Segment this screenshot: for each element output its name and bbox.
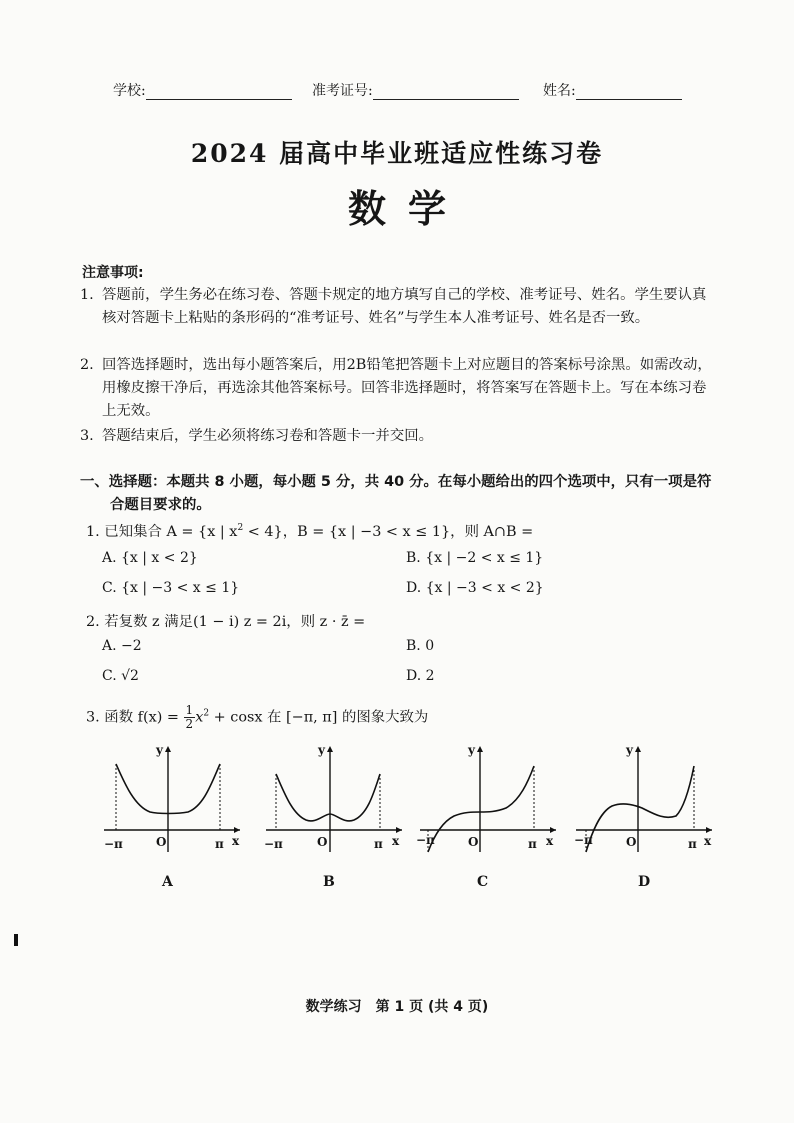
q2-option-c[interactable]: C. √2 [102, 668, 139, 684]
q2-option-b[interactable]: B. 0 [406, 638, 435, 654]
y-label: y [468, 743, 475, 757]
y-label: y [318, 743, 325, 757]
x-axis-arrow [706, 827, 712, 833]
y-label: y [626, 743, 633, 757]
curve [428, 766, 534, 852]
x-axis-arrow [396, 827, 402, 833]
question-1-stem [86, 520, 533, 541]
graph-option-a[interactable] [100, 742, 245, 854]
origin-label: O [468, 835, 479, 849]
q3-fraction-denominator: 2 [185, 717, 194, 731]
graph-option-d[interactable] [572, 742, 717, 854]
q2-option-d[interactable]: D. 2 [406, 668, 435, 684]
q1-option-b[interactable]: B. {x | −2 < x ≤ 1} [406, 550, 544, 566]
y-axis-arrow [477, 746, 483, 752]
name-field [543, 80, 682, 100]
section-1-heading [80, 471, 722, 517]
q1-stem-part-a: 1. 已知集合 A = {x | x [86, 524, 238, 540]
question-2-stem: 2. 若复数 z 满足(1 − i) z = 2i，则 z · z̄ = [86, 614, 366, 630]
question-3-stem [86, 704, 428, 731]
name-blank [576, 84, 682, 100]
q3-stem-part-c: + cosx 在 [−π, π] 的图象大致为 [209, 709, 429, 726]
notice-heading: 注意事项: [82, 265, 144, 281]
x-label: x [232, 834, 240, 848]
y-axis-arrow [635, 746, 641, 752]
exam-number-label: 准考证号: [312, 83, 373, 99]
neg-pi-label: −π [574, 833, 593, 847]
pos-pi-label: π [528, 837, 537, 851]
notice-item-number: 1. [80, 287, 94, 303]
exam-number-field [312, 80, 519, 100]
school-blank [146, 84, 292, 100]
curve [276, 774, 380, 821]
x-label: x [704, 834, 712, 848]
y-axis-arrow [165, 746, 171, 752]
section-1-heading-text: 一、选择题：本题共 8 小题，每小题 5 分，共 40 分。在每小题给出的四个选项中，只有一项是符合题目要求的。 [80, 474, 712, 513]
exam-number-blank [373, 84, 519, 100]
graph-label-b: B [323, 874, 335, 890]
notice-item-text: 答题前，学生务必在练习卷、答题卡规定的地方填写自己的学校、准考证号、姓名。学生要认真核对答题卡上粘贴的条形码的“准考证号、姓名”与学生本人准考证号、姓名是否一致。 [102, 287, 707, 326]
x-axis-arrow [550, 827, 556, 833]
pos-pi-label: π [215, 837, 224, 851]
y-axis-arrow [327, 746, 333, 752]
pos-pi-label: π [688, 837, 697, 851]
page-footer: 数学练习 第 1 页 (共 4 页) [305, 999, 489, 1015]
neg-pi-label: −π [104, 837, 123, 851]
pos-pi-label: π [374, 837, 383, 851]
school-label: 学校: [113, 83, 146, 99]
origin-label: O [156, 835, 167, 849]
neg-pi-label: −π [416, 833, 435, 847]
q1-option-a[interactable]: A. {x | x < 2} [102, 550, 198, 566]
scan-mark [14, 934, 18, 946]
neg-pi-label: −π [264, 837, 283, 851]
q3-stem-variable: x [195, 709, 204, 726]
notice-item-2 [80, 354, 720, 423]
q1-stem-part-b: < 4}，B = {x | −3 < x ≤ 1}，则 A∩B = [243, 524, 534, 540]
q3-fraction-numerator: 1 [185, 703, 194, 717]
q2-option-a[interactable]: A. −2 [102, 638, 142, 654]
y-label: y [156, 743, 163, 757]
x-label: x [392, 834, 400, 848]
x-label: x [546, 834, 554, 848]
q3-stem-part-a: 3. 函数 f(x) = [86, 709, 179, 726]
school-field [113, 80, 292, 100]
curve [586, 766, 694, 852]
q1-option-c[interactable]: C. {x | −3 < x ≤ 1} [102, 580, 240, 596]
graph-option-b[interactable] [262, 742, 407, 854]
notice-item-3 [80, 425, 720, 448]
q3-fraction [184, 704, 196, 731]
x-axis-arrow [234, 827, 240, 833]
q1-stem-superscript: 2 [237, 523, 244, 534]
graph-label-c: C [477, 874, 489, 890]
q1-option-d[interactable]: D. {x | −3 < x < 2} [406, 580, 544, 596]
notice-item-text: 答题结束后，学生必须将练习卷和答题卡一并交回。 [102, 428, 433, 444]
graph-label-d: D [638, 874, 651, 890]
exam-title: 2024 届高中毕业班适应性练习卷 [190, 139, 604, 168]
notice-item-number: 3. [80, 428, 94, 444]
notice-item-text: 回答选择题时，选出每小题答案后，用2B铅笔把答题卡上对应题目的答案标号涂黑。如需改动，用橡皮擦干净后，再选涂其他答案标号。回答非选择题时，将答案写在答题卡上。写在本练习卷上无效。 [102, 357, 712, 419]
notice-item-1 [80, 284, 720, 330]
q3-stem-superscript: 2 [203, 708, 210, 719]
graph-label-a: A [162, 874, 173, 890]
notice-item-number: 2. [80, 357, 94, 373]
name-label: 姓名: [543, 83, 576, 99]
origin-label: O [626, 835, 637, 849]
graph-option-c[interactable] [416, 742, 561, 854]
subject-title: 数学 [347, 186, 468, 231]
origin-label: O [317, 835, 328, 849]
